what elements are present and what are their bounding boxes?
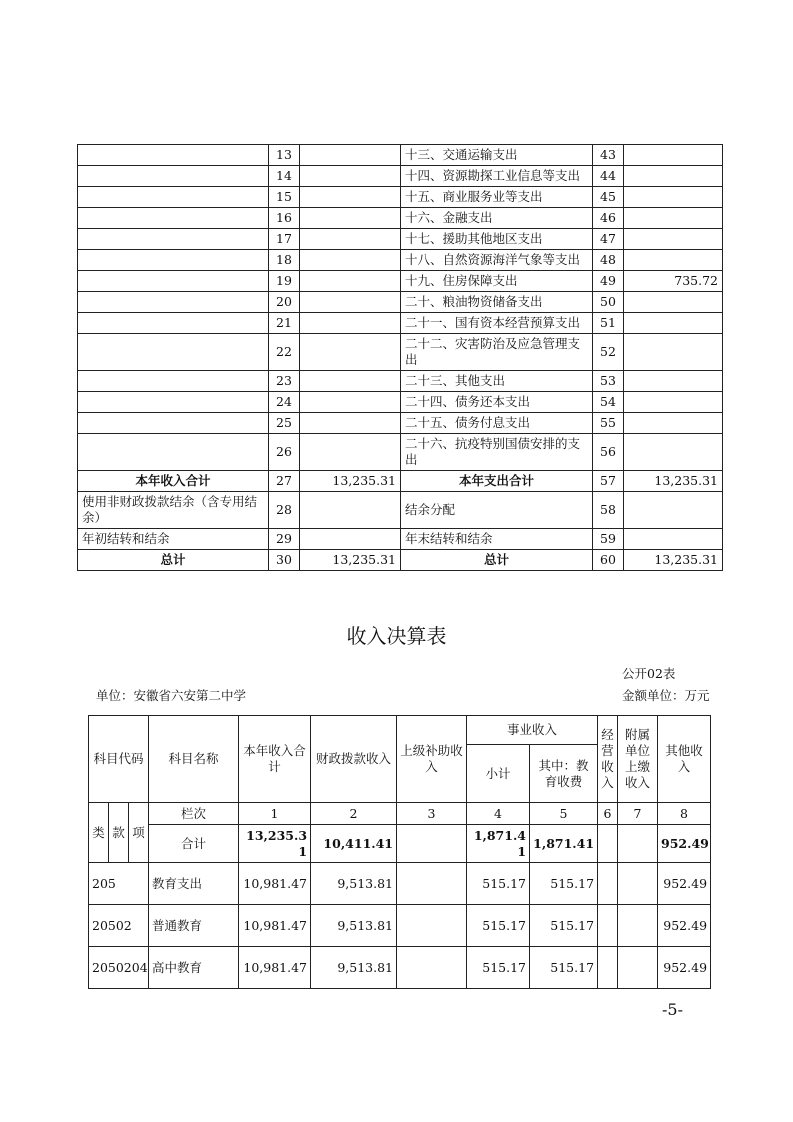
- income-amount: [300, 434, 401, 471]
- expense-amount: [624, 492, 723, 529]
- expense-item: 二十三、其他支出: [401, 371, 593, 392]
- other-value: 952.49: [658, 863, 711, 905]
- money-unit-label: 金额单位：万元: [622, 688, 710, 703]
- col-number: 2: [311, 803, 397, 825]
- expense-item: 本年支出合计: [401, 471, 593, 492]
- row-label: 年初结转和结余: [78, 529, 269, 550]
- row-label: [78, 392, 269, 413]
- affiliated-value: [618, 947, 658, 989]
- expense-item: 二十一、国有资本经营预算支出: [401, 313, 593, 334]
- table-row: [78, 413, 723, 434]
- income-amount: 13,235.31: [300, 471, 401, 492]
- column-no-label: 栏次: [149, 803, 239, 825]
- subject-name-header: 科目名称: [149, 716, 239, 803]
- income-amount: [300, 334, 401, 371]
- expense-item: 十五、商业服务业等支出: [401, 187, 593, 208]
- summary-table-body: [78, 145, 723, 571]
- expense-item: 二十、粮油物资储备支出: [401, 292, 593, 313]
- superior-value: [397, 825, 467, 863]
- expense-amount: [624, 529, 723, 550]
- table-row: [78, 434, 723, 471]
- operating-value: [598, 825, 618, 863]
- row-label: 总计: [78, 550, 269, 571]
- edu-fee-value: 515.17: [530, 905, 598, 947]
- header-row-1: [89, 716, 711, 745]
- table-row: [78, 271, 723, 292]
- row-number: 22: [269, 334, 300, 371]
- expense-number: 52: [593, 334, 624, 371]
- expense-number: 58: [593, 492, 624, 529]
- income-amount: [300, 250, 401, 271]
- expense-number: 56: [593, 434, 624, 471]
- expense-number: 55: [593, 413, 624, 434]
- table-row: [78, 334, 723, 371]
- affiliated-header: 附属单位上缴收入: [618, 716, 658, 803]
- subject-code: 2050204: [89, 947, 149, 989]
- row-number: 14: [269, 166, 300, 187]
- row-number: 25: [269, 413, 300, 434]
- expense-number: 43: [593, 145, 624, 166]
- row-label: [78, 413, 269, 434]
- table-row: [78, 187, 723, 208]
- income-table: [88, 715, 711, 989]
- table-row: [78, 292, 723, 313]
- expense-number: 46: [593, 208, 624, 229]
- subtotal-value: 515.17: [467, 947, 530, 989]
- subtotal-value: 1,871.41: [467, 825, 530, 863]
- total-row: [89, 825, 711, 863]
- col-number: 3: [397, 803, 467, 825]
- row-number: 15: [269, 187, 300, 208]
- row-number: 30: [269, 550, 300, 571]
- total-row-label: 合计: [149, 825, 239, 863]
- row-number: 17: [269, 229, 300, 250]
- row-label: [78, 208, 269, 229]
- income-table-body: [89, 863, 711, 989]
- superior-value: [397, 863, 467, 905]
- income-amount: [300, 392, 401, 413]
- expense-number: 51: [593, 313, 624, 334]
- income-amount: 13,235.31: [300, 550, 401, 571]
- edu-fee-header: 其中：教育收费: [530, 745, 598, 803]
- expense-number: 53: [593, 371, 624, 392]
- income-amount: [300, 271, 401, 292]
- edu-fee-value: 515.17: [530, 863, 598, 905]
- row-number: 19: [269, 271, 300, 292]
- row-number: 29: [269, 529, 300, 550]
- income-amount: [300, 292, 401, 313]
- row-label: [78, 292, 269, 313]
- row-number: 20: [269, 292, 300, 313]
- row-label: [78, 145, 269, 166]
- table-row: [78, 208, 723, 229]
- row-label: [78, 271, 269, 292]
- expense-amount: [624, 208, 723, 229]
- expense-number: 60: [593, 550, 624, 571]
- expense-number: 44: [593, 166, 624, 187]
- column-number-row: [89, 803, 711, 825]
- table-row: [78, 229, 723, 250]
- income-amount: [300, 145, 401, 166]
- expense-amount: [624, 187, 723, 208]
- income-amount: [300, 313, 401, 334]
- page-number: -5-: [662, 1000, 683, 1019]
- table-row: [89, 863, 711, 905]
- affiliated-value: [618, 863, 658, 905]
- fiscal-value: 9,513.81: [311, 905, 397, 947]
- total-income-value: 10,981.47: [239, 905, 311, 947]
- superior-value: [397, 947, 467, 989]
- operating-value: [598, 905, 618, 947]
- row-label: [78, 371, 269, 392]
- income-amount: [300, 413, 401, 434]
- row-number: 28: [269, 492, 300, 529]
- subtotal-header: 小计: [467, 745, 530, 803]
- xiang-header: 项: [129, 803, 149, 863]
- table-row: [89, 905, 711, 947]
- row-number: 26: [269, 434, 300, 471]
- income-amount: [300, 529, 401, 550]
- subtotal-value: 515.17: [467, 863, 530, 905]
- other-value: 952.49: [658, 825, 711, 863]
- table-row: [78, 492, 723, 529]
- expense-amount: 735.72: [624, 271, 723, 292]
- expense-number: 54: [593, 392, 624, 413]
- income-amount: [300, 187, 401, 208]
- row-number: 27: [269, 471, 300, 492]
- expense-number: 59: [593, 529, 624, 550]
- table-row: [78, 145, 723, 166]
- operating-header: 经营收入: [598, 716, 618, 803]
- total-income-value: 10,981.47: [239, 947, 311, 989]
- table-row: [78, 529, 723, 550]
- total-income-value: 10,981.47: [239, 863, 311, 905]
- income-amount: [300, 166, 401, 187]
- row-number: 23: [269, 371, 300, 392]
- row-label: 本年收入合计: [78, 471, 269, 492]
- row-number: 21: [269, 313, 300, 334]
- income-amount: [300, 208, 401, 229]
- affiliated-value: [618, 905, 658, 947]
- col-number: 5: [530, 803, 598, 825]
- expense-amount: [624, 292, 723, 313]
- expense-item: 十四、资源勘探工业信息等支出: [401, 166, 593, 187]
- other-header: 其他收入: [658, 716, 711, 803]
- affiliated-value: [618, 825, 658, 863]
- expense-item: 二十五、债务付息支出: [401, 413, 593, 434]
- operating-value: [598, 863, 618, 905]
- other-value: 952.49: [658, 905, 711, 947]
- col-number: 6: [598, 803, 618, 825]
- table-row: [89, 947, 711, 989]
- expense-number: 49: [593, 271, 624, 292]
- expense-item: 二十六、抗疫特别国债安排的支出: [401, 434, 593, 471]
- subject-code: 205: [89, 863, 149, 905]
- row-label: [78, 166, 269, 187]
- expense-amount: [624, 313, 723, 334]
- superior-header: 上级补助收入: [397, 716, 467, 803]
- expense-amount: [624, 229, 723, 250]
- col-number: 1: [239, 803, 311, 825]
- expense-amount: [624, 334, 723, 371]
- row-label: [78, 334, 269, 371]
- col-number: 7: [618, 803, 658, 825]
- row-label: [78, 187, 269, 208]
- subject-code-header: 科目代码: [89, 716, 149, 803]
- expense-amount: [624, 434, 723, 471]
- expense-item: 二十二、灾害防治及应急管理支出: [401, 334, 593, 371]
- expense-number: 57: [593, 471, 624, 492]
- fiscal-value: 10,411.41: [311, 825, 397, 863]
- row-label: [78, 229, 269, 250]
- expense-amount: [624, 145, 723, 166]
- expense-amount: 13,235.31: [624, 550, 723, 571]
- expense-amount: [624, 166, 723, 187]
- row-number: 13: [269, 145, 300, 166]
- row-number: 18: [269, 250, 300, 271]
- expense-amount: [624, 371, 723, 392]
- subject-code: 20502: [89, 905, 149, 947]
- page-title: 收入决算表: [346, 624, 447, 648]
- subject-name: 普通教育: [149, 905, 239, 947]
- unit-label: 单位：安徽省六安第二中学: [96, 688, 247, 703]
- table-row: [78, 550, 723, 571]
- expense-item: 年末结转和结余: [401, 529, 593, 550]
- expense-item: 十六、金融支出: [401, 208, 593, 229]
- expense-amount: [624, 413, 723, 434]
- subject-name: 教育支出: [149, 863, 239, 905]
- fiscal-header: 财政拨款收入: [311, 716, 397, 803]
- table-row: [78, 371, 723, 392]
- expense-item: 十八、自然资源海洋气象等支出: [401, 250, 593, 271]
- fiscal-value: 9,513.81: [311, 947, 397, 989]
- form-number: 公开02表: [622, 666, 676, 681]
- expense-item: 十九、住房保障支出: [401, 271, 593, 292]
- income-amount: [300, 492, 401, 529]
- table-row: [78, 392, 723, 413]
- lei-header: 类: [89, 803, 109, 863]
- superior-value: [397, 905, 467, 947]
- row-label: 使用非财政拨款结余（含专用结余）: [78, 492, 269, 529]
- expense-amount: [624, 392, 723, 413]
- other-value: 952.49: [658, 947, 711, 989]
- row-label: [78, 250, 269, 271]
- table-row: [78, 250, 723, 271]
- expense-number: 48: [593, 250, 624, 271]
- income-amount: [300, 229, 401, 250]
- edu-fee-value: 1,871.41: [530, 825, 598, 863]
- total-income-value: 13,235.31: [239, 825, 311, 863]
- operating-value: [598, 947, 618, 989]
- row-label: [78, 434, 269, 471]
- total-income-header: 本年收入合计: [239, 716, 311, 803]
- expense-amount: 13,235.31: [624, 471, 723, 492]
- expense-number: 50: [593, 292, 624, 313]
- row-number: 24: [269, 392, 300, 413]
- business-income-header: 事业收入: [467, 716, 598, 745]
- table-row: [78, 313, 723, 334]
- row-number: 16: [269, 208, 300, 229]
- expense-number: 45: [593, 187, 624, 208]
- fiscal-value: 9,513.81: [311, 863, 397, 905]
- expense-item: 总计: [401, 550, 593, 571]
- income-amount: [300, 371, 401, 392]
- table-row: [78, 166, 723, 187]
- subtotal-value: 515.17: [467, 905, 530, 947]
- expense-item: 结余分配: [401, 492, 593, 529]
- kuan-header: 款: [109, 803, 129, 863]
- table-row: [78, 471, 723, 492]
- expense-item: 二十四、债务还本支出: [401, 392, 593, 413]
- edu-fee-value: 515.17: [530, 947, 598, 989]
- expense-item: 十七、援助其他地区支出: [401, 229, 593, 250]
- expense-number: 47: [593, 229, 624, 250]
- col-number: 4: [467, 803, 530, 825]
- col-number: 8: [658, 803, 711, 825]
- subject-name: 高中教育: [149, 947, 239, 989]
- row-label: [78, 313, 269, 334]
- expense-item: 十三、交通运输支出: [401, 145, 593, 166]
- expense-amount: [624, 250, 723, 271]
- summary-table: [77, 144, 723, 571]
